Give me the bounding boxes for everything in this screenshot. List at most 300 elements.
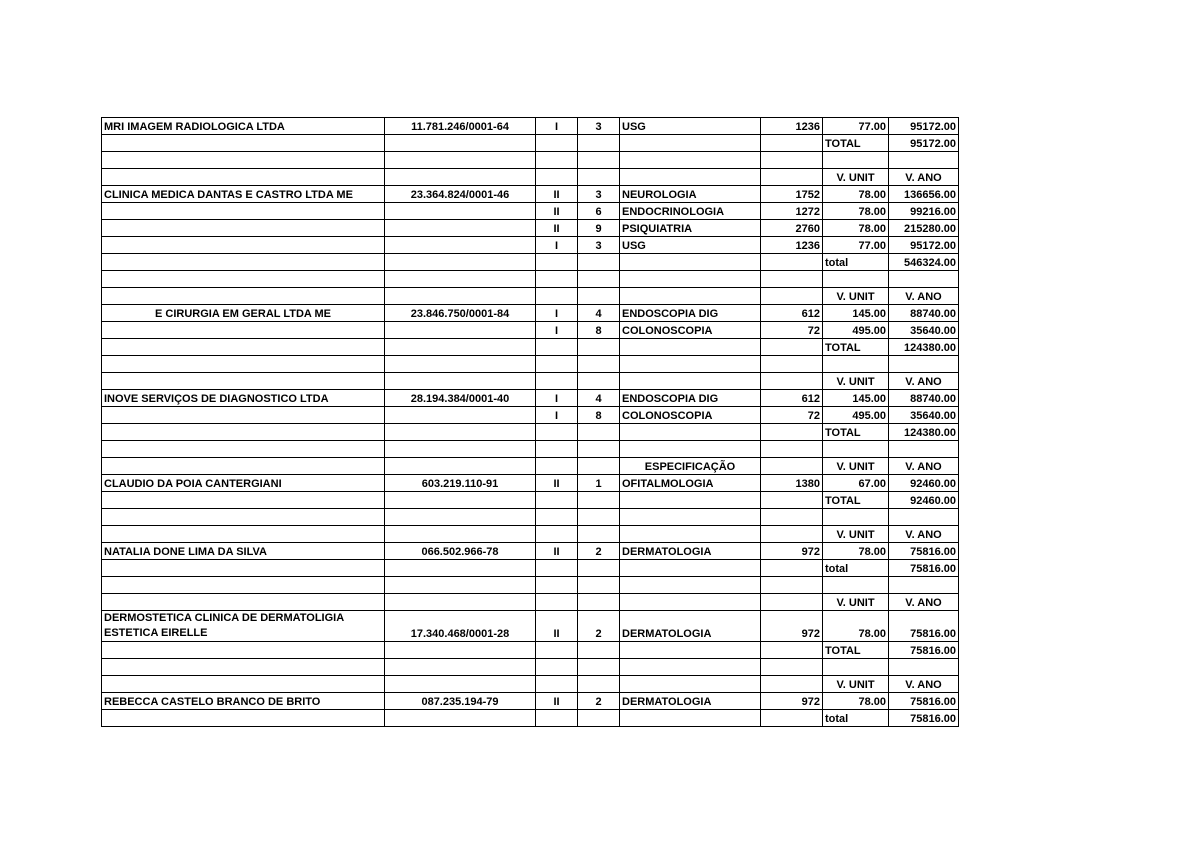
- level-cell: [536, 424, 578, 441]
- unit-value-cell: 67.00: [823, 475, 889, 492]
- unit-value-cell: [823, 271, 889, 288]
- provider-name-cell: [102, 254, 385, 271]
- provider-name-cell: [102, 203, 385, 220]
- code-cell: 6: [578, 203, 620, 220]
- level-cell: [536, 356, 578, 373]
- provider-name-cell: [102, 237, 385, 254]
- specialty-cell: DERMATOLOGIA: [620, 693, 761, 710]
- specialty-cell: PSIQUIATRIA: [620, 220, 761, 237]
- unit-value-cell: 78.00: [823, 611, 889, 642]
- unit-value-cell: 78.00: [823, 220, 889, 237]
- quantity-cell: 1272: [761, 203, 823, 220]
- level-cell: II: [536, 220, 578, 237]
- annual-value-cell: V. ANO: [889, 169, 959, 186]
- cnpj-cpf-cell: [385, 271, 536, 288]
- quantity-cell: 1236: [761, 237, 823, 254]
- provider-name-cell: [102, 577, 385, 594]
- quantity-cell: [761, 441, 823, 458]
- cnpj-cpf-cell: [385, 288, 536, 305]
- annual-value-cell: 95172.00: [889, 237, 959, 254]
- quantity-cell: [761, 271, 823, 288]
- annual-value-cell: V. ANO: [889, 594, 959, 611]
- annual-value-cell: [889, 271, 959, 288]
- level-cell: I: [536, 322, 578, 339]
- annual-value-cell: 88740.00: [889, 390, 959, 407]
- cnpj-cpf-cell: [385, 594, 536, 611]
- cnpj-cpf-cell: [385, 458, 536, 475]
- unit-value-cell: V. UNIT: [823, 288, 889, 305]
- quantity-cell: [761, 254, 823, 271]
- specialty-cell: [620, 441, 761, 458]
- annual-value-cell: 75816.00: [889, 560, 959, 577]
- provider-name-cell: [102, 594, 385, 611]
- cnpj-cpf-cell: [385, 373, 536, 390]
- specialty-cell: [620, 710, 761, 727]
- code-cell: [578, 254, 620, 271]
- quantity-cell: [761, 169, 823, 186]
- cnpj-cpf-cell: [385, 339, 536, 356]
- table-row: [102, 441, 959, 458]
- code-cell: [578, 509, 620, 526]
- code-cell: [578, 356, 620, 373]
- annual-value-cell: V. ANO: [889, 526, 959, 543]
- specialty-cell: [620, 594, 761, 611]
- level-cell: [536, 458, 578, 475]
- quantity-cell: [761, 676, 823, 693]
- table-row: [102, 237, 959, 254]
- table-row: [102, 152, 959, 169]
- code-cell: [578, 642, 620, 659]
- table-row: [102, 710, 959, 727]
- annual-value-cell: 92460.00: [889, 475, 959, 492]
- cnpj-cpf-cell: 603.219.110-91: [385, 475, 536, 492]
- table-row: [102, 509, 959, 526]
- specialty-cell: [620, 135, 761, 152]
- quantity-cell: [761, 710, 823, 727]
- provider-name-cell: [102, 322, 385, 339]
- table-row: [102, 322, 959, 339]
- provider-name-cell: [102, 458, 385, 475]
- level-cell: [536, 560, 578, 577]
- cnpj-cpf-cell: 11.781.246/0001-64: [385, 118, 536, 135]
- specialty-cell: [620, 356, 761, 373]
- level-cell: [536, 339, 578, 356]
- level-cell: [536, 441, 578, 458]
- cnpj-cpf-cell: [385, 424, 536, 441]
- table-row: [102, 203, 959, 220]
- quantity-cell: 612: [761, 390, 823, 407]
- provider-name-cell: CLAUDIO DA POIA CANTERGIANI: [102, 475, 385, 492]
- level-cell: I: [536, 237, 578, 254]
- cnpj-cpf-cell: [385, 254, 536, 271]
- quantity-cell: [761, 356, 823, 373]
- specialty-cell: [620, 642, 761, 659]
- code-cell: [578, 373, 620, 390]
- code-cell: [578, 492, 620, 509]
- annual-value-cell: 75816.00: [889, 611, 959, 642]
- specialty-cell: [620, 424, 761, 441]
- cnpj-cpf-cell: [385, 322, 536, 339]
- annual-value-cell: [889, 577, 959, 594]
- level-cell: [536, 659, 578, 676]
- provider-name-cell: [102, 271, 385, 288]
- unit-value-cell: 77.00: [823, 237, 889, 254]
- annual-value-cell: [889, 509, 959, 526]
- provider-name-cell: [102, 407, 385, 424]
- quantity-cell: [761, 577, 823, 594]
- level-cell: II: [536, 693, 578, 710]
- unit-value-cell: V. UNIT: [823, 594, 889, 611]
- code-cell: [578, 288, 620, 305]
- quantity-cell: [761, 135, 823, 152]
- unit-value-cell: 78.00: [823, 203, 889, 220]
- level-cell: [536, 271, 578, 288]
- provider-name-cell: [102, 710, 385, 727]
- code-cell: [578, 271, 620, 288]
- unit-value-cell: 145.00: [823, 390, 889, 407]
- annual-value-cell: 546324.00: [889, 254, 959, 271]
- annual-value-cell: V. ANO: [889, 373, 959, 390]
- annual-value-cell: V. ANO: [889, 288, 959, 305]
- specialty-cell: [620, 339, 761, 356]
- code-cell: [578, 152, 620, 169]
- provider-name-cell: NATALIA DONE LIMA DA SILVA: [102, 543, 385, 560]
- specialty-cell: ENDOSCOPIA DIG: [620, 305, 761, 322]
- unit-value-cell: V. UNIT: [823, 458, 889, 475]
- provider-name-cell: [102, 135, 385, 152]
- code-cell: 4: [578, 390, 620, 407]
- unit-value-cell: V. UNIT: [823, 676, 889, 693]
- unit-value-cell: 495.00: [823, 322, 889, 339]
- annual-value-cell: 35640.00: [889, 407, 959, 424]
- quantity-cell: [761, 424, 823, 441]
- annual-value-cell: 35640.00: [889, 322, 959, 339]
- level-cell: II: [536, 475, 578, 492]
- provider-name-cell: INOVE SERVIÇOS DE DIAGNOSTICO LTDA: [102, 390, 385, 407]
- table-row: [102, 594, 959, 611]
- provider-name-cell: [102, 676, 385, 693]
- unit-value-cell: [823, 659, 889, 676]
- quantity-cell: [761, 509, 823, 526]
- level-cell: II: [536, 203, 578, 220]
- table-row: [102, 407, 959, 424]
- annual-value-cell: [889, 441, 959, 458]
- cnpj-cpf-cell: [385, 526, 536, 543]
- annual-value-cell: 75816.00: [889, 710, 959, 727]
- unit-value-cell: [823, 577, 889, 594]
- provider-name-cell: [102, 220, 385, 237]
- code-cell: 2: [578, 693, 620, 710]
- provider-name-cell: REBECCA CASTELO BRANCO DE BRITO: [102, 693, 385, 710]
- contracts-table: [101, 117, 959, 727]
- annual-value-cell: V. ANO: [889, 676, 959, 693]
- quantity-cell: [761, 458, 823, 475]
- quantity-cell: [761, 373, 823, 390]
- code-cell: 3: [578, 118, 620, 135]
- level-cell: [536, 642, 578, 659]
- provider-name-cell: [102, 373, 385, 390]
- specialty-cell: ESPECIFICAÇÃO: [620, 458, 761, 475]
- table-row: [102, 373, 959, 390]
- level-cell: I: [536, 305, 578, 322]
- level-cell: I: [536, 390, 578, 407]
- quantity-cell: 612: [761, 305, 823, 322]
- quantity-cell: [761, 659, 823, 676]
- quantity-cell: [761, 492, 823, 509]
- table-body: [102, 118, 959, 727]
- code-cell: 9: [578, 220, 620, 237]
- specialty-cell: [620, 676, 761, 693]
- quantity-cell: 972: [761, 611, 823, 642]
- unit-value-cell: 78.00: [823, 543, 889, 560]
- code-cell: 2: [578, 611, 620, 642]
- code-cell: [578, 458, 620, 475]
- cnpj-cpf-cell: [385, 676, 536, 693]
- code-cell: [578, 659, 620, 676]
- annual-value-cell: 95172.00: [889, 118, 959, 135]
- unit-value-cell: V. UNIT: [823, 373, 889, 390]
- code-cell: 4: [578, 305, 620, 322]
- specialty-cell: [620, 560, 761, 577]
- provider-name-cell: [102, 642, 385, 659]
- specialty-cell: [620, 254, 761, 271]
- unit-value-cell: total: [823, 560, 889, 577]
- unit-value-cell: [823, 441, 889, 458]
- specialty-cell: [620, 271, 761, 288]
- provider-name-cell: CLINICA MEDICA DANTAS E CASTRO LTDA ME: [102, 186, 385, 203]
- table-row: [102, 659, 959, 676]
- cnpj-cpf-cell: [385, 492, 536, 509]
- cnpj-cpf-cell: [385, 152, 536, 169]
- provider-name-cell: [102, 152, 385, 169]
- quantity-cell: [761, 526, 823, 543]
- unit-value-cell: 78.00: [823, 186, 889, 203]
- level-cell: [536, 594, 578, 611]
- code-cell: 8: [578, 407, 620, 424]
- table-row: [102, 390, 959, 407]
- quantity-cell: [761, 594, 823, 611]
- specialty-cell: [620, 526, 761, 543]
- table-row: [102, 560, 959, 577]
- quantity-cell: 2760: [761, 220, 823, 237]
- provider-name-cell: [102, 339, 385, 356]
- table-row: [102, 305, 959, 322]
- unit-value-cell: total: [823, 710, 889, 727]
- level-cell: I: [536, 118, 578, 135]
- provider-name-cell: [102, 356, 385, 373]
- code-cell: [578, 339, 620, 356]
- table-row: [102, 526, 959, 543]
- level-cell: II: [536, 543, 578, 560]
- level-cell: [536, 135, 578, 152]
- unit-value-cell: [823, 152, 889, 169]
- code-cell: [578, 424, 620, 441]
- provider-name-cell: [102, 659, 385, 676]
- code-cell: 3: [578, 237, 620, 254]
- cnpj-cpf-cell: [385, 169, 536, 186]
- table-row: [102, 254, 959, 271]
- annual-value-cell: 215280.00: [889, 220, 959, 237]
- quantity-cell: [761, 152, 823, 169]
- table-row: [102, 676, 959, 693]
- table-row: [102, 135, 959, 152]
- specialty-cell: [620, 492, 761, 509]
- table-row: [102, 693, 959, 710]
- quantity-cell: [761, 560, 823, 577]
- table-row: [102, 356, 959, 373]
- specialty-cell: [620, 577, 761, 594]
- provider-name-cell: E CIRURGIA EM GERAL LTDA ME: [102, 305, 385, 322]
- level-cell: [536, 526, 578, 543]
- quantity-cell: 72: [761, 322, 823, 339]
- specialty-cell: [620, 509, 761, 526]
- code-cell: [578, 594, 620, 611]
- code-cell: [578, 526, 620, 543]
- quantity-cell: 1380: [761, 475, 823, 492]
- quantity-cell: 1752: [761, 186, 823, 203]
- table-row: [102, 492, 959, 509]
- specialty-cell: ENDOSCOPIA DIG: [620, 390, 761, 407]
- table-row: [102, 118, 959, 135]
- code-cell: 1: [578, 475, 620, 492]
- level-cell: [536, 288, 578, 305]
- unit-value-cell: TOTAL: [823, 135, 889, 152]
- level-cell: [536, 577, 578, 594]
- table-row: [102, 458, 959, 475]
- quantity-cell: [761, 288, 823, 305]
- code-cell: [578, 676, 620, 693]
- level-cell: [536, 509, 578, 526]
- annual-value-cell: 75816.00: [889, 543, 959, 560]
- table-row: [102, 339, 959, 356]
- unit-value-cell: TOTAL: [823, 492, 889, 509]
- cnpj-cpf-cell: [385, 642, 536, 659]
- unit-value-cell: 78.00: [823, 693, 889, 710]
- level-cell: [536, 710, 578, 727]
- table-row: [102, 186, 959, 203]
- cnpj-cpf-cell: [385, 710, 536, 727]
- provider-name-cell: [102, 441, 385, 458]
- annual-value-cell: V. ANO: [889, 458, 959, 475]
- quantity-cell: 972: [761, 693, 823, 710]
- code-cell: 8: [578, 322, 620, 339]
- specialty-cell: [620, 659, 761, 676]
- quantity-cell: [761, 642, 823, 659]
- cnpj-cpf-cell: [385, 441, 536, 458]
- unit-value-cell: TOTAL: [823, 339, 889, 356]
- level-cell: [536, 676, 578, 693]
- cnpj-cpf-cell: [385, 135, 536, 152]
- provider-name-cell: [102, 288, 385, 305]
- cnpj-cpf-cell: [385, 659, 536, 676]
- quantity-cell: 72: [761, 407, 823, 424]
- provider-name-cell: [102, 509, 385, 526]
- annual-value-cell: [889, 356, 959, 373]
- provider-name-cell: DERMOSTETICA CLINICA DE DERMATOLIGIA ESTETICA EIRELLE: [102, 611, 385, 642]
- cnpj-cpf-cell: [385, 407, 536, 424]
- unit-value-cell: total: [823, 254, 889, 271]
- level-cell: [536, 254, 578, 271]
- specialty-cell: USG: [620, 237, 761, 254]
- specialty-cell: DERMATOLOGIA: [620, 543, 761, 560]
- specialty-cell: [620, 152, 761, 169]
- level-cell: [536, 169, 578, 186]
- unit-value-cell: [823, 509, 889, 526]
- unit-value-cell: V. UNIT: [823, 526, 889, 543]
- specialty-cell: [620, 373, 761, 390]
- unit-value-cell: 495.00: [823, 407, 889, 424]
- code-cell: [578, 710, 620, 727]
- table-row: [102, 288, 959, 305]
- specialty-cell: OFITALMOLOGIA: [620, 475, 761, 492]
- table-row: [102, 220, 959, 237]
- cnpj-cpf-cell: 087.235.194-79: [385, 693, 536, 710]
- code-cell: [578, 441, 620, 458]
- annual-value-cell: 124380.00: [889, 424, 959, 441]
- level-cell: [536, 152, 578, 169]
- table-row: [102, 543, 959, 560]
- table-row: [102, 611, 959, 642]
- annual-value-cell: [889, 659, 959, 676]
- unit-value-cell: TOTAL: [823, 424, 889, 441]
- code-cell: 3: [578, 186, 620, 203]
- code-cell: [578, 577, 620, 594]
- specialty-cell: [620, 169, 761, 186]
- specialty-cell: DERMATOLOGIA: [620, 611, 761, 642]
- level-cell: [536, 373, 578, 390]
- provider-name-cell: [102, 492, 385, 509]
- provider-name-cell: MRI IMAGEM RADIOLOGICA LTDA: [102, 118, 385, 135]
- code-cell: [578, 135, 620, 152]
- specialty-cell: [620, 288, 761, 305]
- annual-value-cell: [889, 152, 959, 169]
- quantity-cell: 1236: [761, 118, 823, 135]
- annual-value-cell: 92460.00: [889, 492, 959, 509]
- unit-value-cell: 77.00: [823, 118, 889, 135]
- cnpj-cpf-cell: [385, 203, 536, 220]
- annual-value-cell: 124380.00: [889, 339, 959, 356]
- code-cell: [578, 169, 620, 186]
- quantity-cell: [761, 339, 823, 356]
- quantity-cell: 972: [761, 543, 823, 560]
- table-row: [102, 271, 959, 288]
- cnpj-cpf-cell: [385, 577, 536, 594]
- unit-value-cell: 145.00: [823, 305, 889, 322]
- table-row: [102, 169, 959, 186]
- level-cell: [536, 492, 578, 509]
- annual-value-cell: 75816.00: [889, 642, 959, 659]
- level-cell: II: [536, 611, 578, 642]
- cnpj-cpf-cell: [385, 356, 536, 373]
- level-cell: II: [536, 186, 578, 203]
- annual-value-cell: 75816.00: [889, 693, 959, 710]
- specialty-cell: ENDOCRINOLOGIA: [620, 203, 761, 220]
- level-cell: I: [536, 407, 578, 424]
- table-row: [102, 475, 959, 492]
- specialty-cell: COLONOSCOPIA: [620, 322, 761, 339]
- provider-name-cell: [102, 526, 385, 543]
- table-row: [102, 577, 959, 594]
- annual-value-cell: 99216.00: [889, 203, 959, 220]
- specialty-cell: NEUROLOGIA: [620, 186, 761, 203]
- specialty-cell: USG: [620, 118, 761, 135]
- provider-name-cell: [102, 169, 385, 186]
- code-cell: 2: [578, 543, 620, 560]
- cnpj-cpf-cell: [385, 237, 536, 254]
- annual-value-cell: 95172.00: [889, 135, 959, 152]
- unit-value-cell: V. UNIT: [823, 169, 889, 186]
- provider-name-cell: [102, 424, 385, 441]
